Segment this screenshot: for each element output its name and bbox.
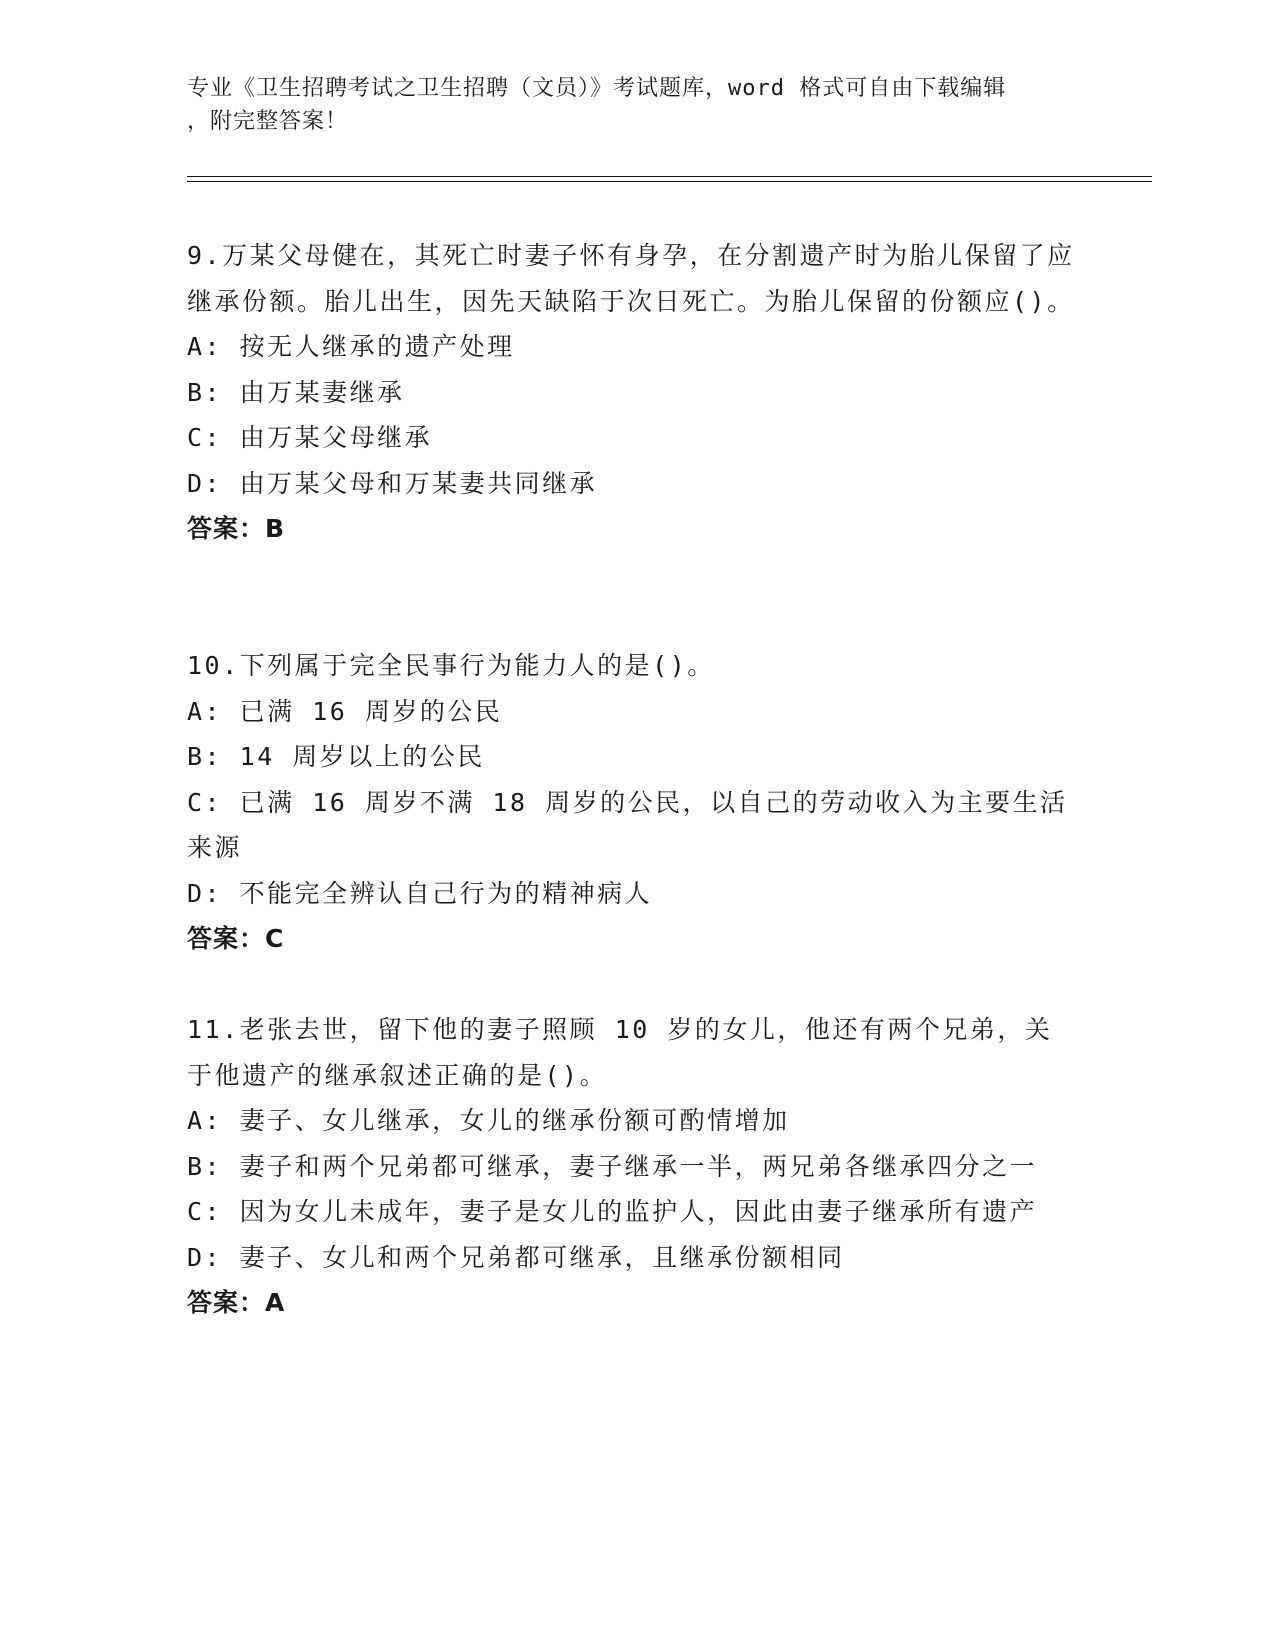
- option-d: D: 不能完全辨认自己行为的精神病人: [187, 878, 653, 908]
- header-divider-top: [187, 176, 1152, 177]
- question-11: [187, 1007, 1077, 1326]
- question-stem: 11.老张去世，留下他的妻子照顾 10 岁的女儿，他还有两个兄弟，关于他遗产的继承叙述正确的是()。: [187, 1015, 1053, 1090]
- header-line-1: 专业《卫生招聘考试之卫生招聘（文员）》考试题库，word 格式可自由下载编辑: [187, 76, 1007, 101]
- option-b: B: 14 周岁以上的公民: [187, 742, 485, 771]
- question-stem: 9.万某父母健在，其死亡时妻子怀有身孕，在分割遗产时为胎儿保留了应继承份额。胎儿出生，因先天缺陷于次日死亡。为胎儿保留的份额应()。: [187, 241, 1075, 316]
- header-divider-bottom: [187, 181, 1152, 182]
- option-b: B: 由万某妻继承: [187, 377, 405, 407]
- option-b: B: 妻子和两个兄弟都可继承，妻子继承一半，两兄弟各继承四分之一: [187, 1151, 1038, 1181]
- header-line-2: ，附完整答案！: [187, 109, 349, 134]
- option-c: C: 已满 16 周岁不满 18 周岁的公民，以自己的劳动收入为主要生活来源: [187, 787, 1068, 862]
- answer-label: 答案：A: [187, 1288, 286, 1317]
- document-header: [187, 72, 1067, 138]
- option-a: A: 妻子、女儿继承，女儿的继承份额可酌情增加: [187, 1106, 790, 1135]
- option-c: C: 因为女儿未成年，妻子是女儿的监护人，因此由妻子继承所有遗产: [187, 1197, 1038, 1226]
- answer-label: 答案：C: [187, 924, 285, 953]
- option-d: D: 妻子、女儿和两个兄弟都可继承，且继承份额相同: [187, 1242, 845, 1272]
- question-9: [187, 233, 1077, 552]
- option-c: C: 由万某父母继承: [187, 423, 433, 452]
- question-10: [187, 643, 1077, 962]
- option-d: D: 由万某父母和万某妻共同继承: [187, 468, 598, 498]
- question-stem: 10.下列属于完全民事行为能力人的是()。: [187, 651, 715, 680]
- answer-label: 答案：B: [187, 514, 286, 543]
- option-a: A: 已满 16 周岁的公民: [187, 696, 503, 726]
- option-a: A: 按无人继承的遗产处理: [187, 332, 515, 361]
